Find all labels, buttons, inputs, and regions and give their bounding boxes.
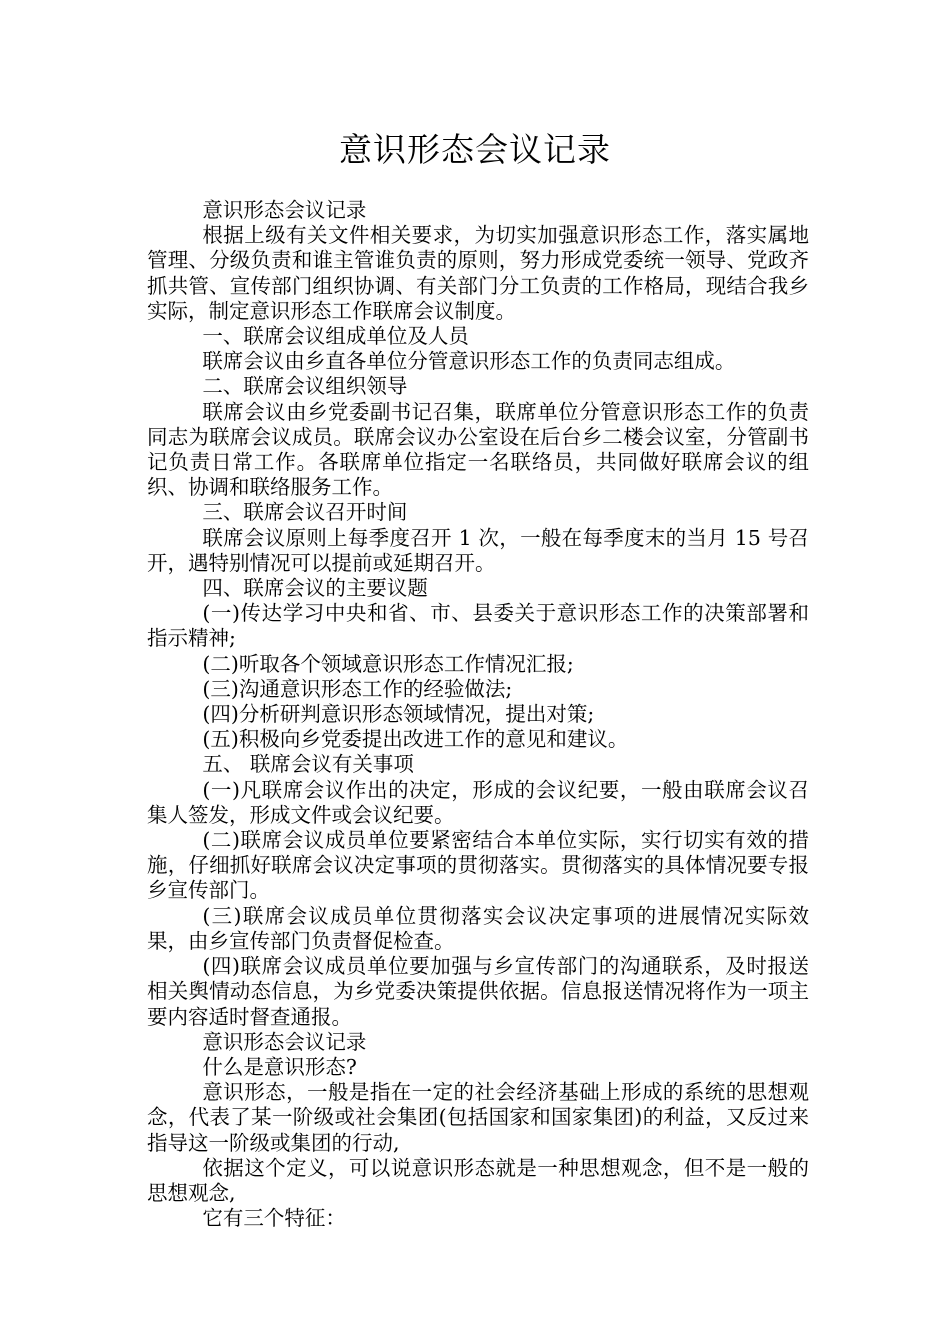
paragraph: 联席会议由乡直各单位分管意识形态工作的负责同志组成。: [202, 349, 736, 374]
list-item: (二)联席会议成员单位要紧密结合本单位实际，实行切实有效的措施，仔细抓好联席会议决定事项的贯彻落实。贯彻落实的具体情况要专报乡宣传部门。: [147, 828, 809, 903]
list-item: (一)凡联席会议作出的决定，形成的会议纪要，一般由联席会议召集人签发，形成文件或会议纪要。: [147, 777, 809, 827]
paragraph: 意识形态，一般是指在一定的社会经济基础上形成的系统的思想观念，代表了某一阶级或社会集团(包括国家和国家集团)的利益，又反过来指导这一阶级或集团的行动,: [147, 1080, 809, 1155]
paragraph: 联席会议由乡党委副书记召集，联席单位分管意识形态工作的负责同志为联席会议成员。联席会议办公室设在后台乡二楼会议室，分管副书记负责日常工作。各联席单位指定一名联络员，共同做好联席会议的组织、协调和联络服务工作。: [147, 399, 809, 500]
list-item: (三)联席会议成员单位贯彻落实会议决定事项的进展情况实际效果，由乡宣传部门负责督促检查。: [147, 903, 809, 953]
list-item: (三)沟通意识形态工作的经验做法;: [202, 676, 513, 701]
section-heading: 四、联席会议的主要议题: [202, 576, 428, 601]
section-heading: 五、 联席会议有关事项: [202, 752, 414, 777]
document-title: 意识形态会议记录: [339, 130, 611, 169]
paragraph: 根据上级有关文件相关要求，为切实加强意识形态工作，落实属地管理、分级负责和谁主管谁负责的原则，努力形成党委统一领导、党政齐抓共管、宣传部门组织协调、有关部门分工负责的工作格局，现结合我乡实际，制定意识形态工作联席会议制度。: [147, 223, 809, 323]
list-item: (一)传达学习中央和省、市、县委关于意识形态工作的决策部署和指示精神;: [147, 601, 809, 651]
list-item: (五)积极向乡党委提出改进工作的意见和建议。: [202, 727, 629, 752]
list-item: (四)联席会议成员单位要加强与乡宣传部门的沟通联系，及时报送相关舆情动态信息，为乡党委决策提供依据。信息报送情况将作为一项主要内容适时督查通报。: [147, 954, 809, 1029]
paragraph: 联席会议原则上每季度召开 1 次，一般在每季度末的当月 15 号召开，遇特别情况可以提前或延期召开。: [147, 525, 809, 575]
paragraph: 意识形态会议记录: [202, 1029, 367, 1054]
paragraph: 什么是意识形态?: [202, 1054, 357, 1079]
section-heading: 二、联席会议组织领导: [202, 374, 408, 399]
section-heading: 一、联席会议组成单位及人员: [202, 324, 469, 349]
document-body: [147, 198, 809, 1231]
paragraph: 意识形态会议记录: [202, 198, 367, 222]
list-item: (四)分析研判意识形态领域情况，提出对策;: [202, 702, 595, 727]
paragraph: 它有三个特征：: [202, 1206, 346, 1231]
list-item: (二)听取各个领域意识形态工作情况汇报;: [202, 651, 574, 676]
section-heading: 三、联席会议召开时间: [202, 500, 408, 525]
paragraph: 依据这个定义，可以说意识形态就是一种思想观念，但不是一般的思想观念,: [147, 1155, 809, 1205]
